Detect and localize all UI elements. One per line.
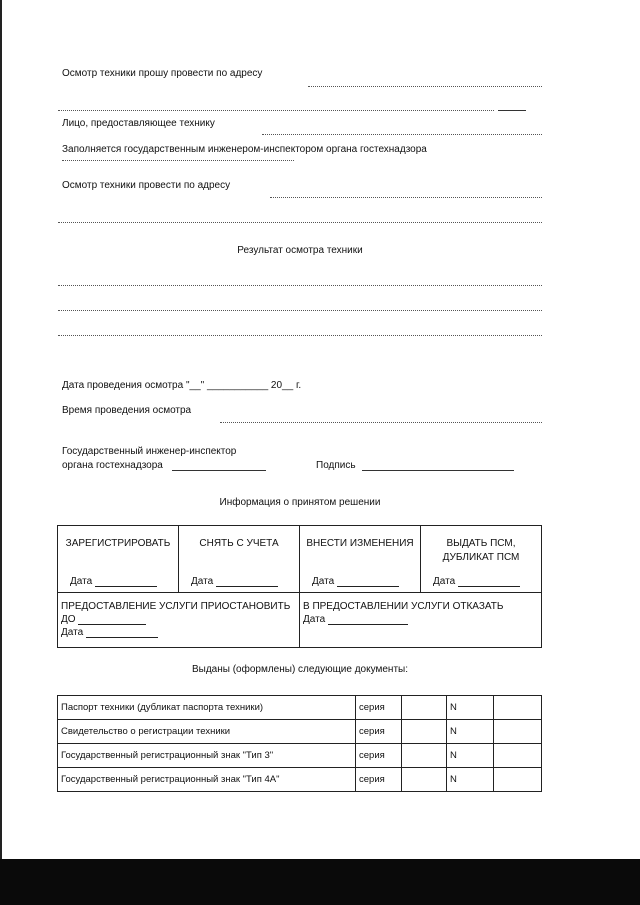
inspection-time-field[interactable]: [220, 422, 542, 423]
inspector-title-line2: органа гостехнадзора: [62, 460, 163, 471]
inspection-date-label: Дата проведения осмотра "__" ___________ 20__ г.: [62, 380, 302, 391]
conduct-address-field[interactable]: [270, 197, 542, 198]
decision-refuse-date-label: Дата: [303, 614, 326, 625]
documents-number-field[interactable]: [494, 744, 542, 768]
inspection-time-label: Время проведения осмотра: [62, 405, 192, 416]
documents-row: [58, 768, 542, 792]
inspector-name-field[interactable]: [172, 470, 266, 471]
documents-row: [58, 744, 542, 768]
decision-issue-psm-label: ВЫДАТЬ ПСМ,: [446, 538, 516, 549]
presenter-label: Лицо, предоставляющее технику: [62, 118, 215, 129]
documents-title: Выданы (оформлены) следующие документы:: [191, 664, 408, 675]
documents-series-field[interactable]: [402, 696, 447, 720]
decision-issue-psm-cell[interactable]: [421, 526, 542, 593]
documents-series-field[interactable]: [402, 768, 447, 792]
result-line-2[interactable]: [58, 310, 542, 311]
inspect-address-field-end: [498, 110, 526, 111]
decision-suspend-until-label: ДО: [61, 614, 76, 625]
decision-modify-date-field[interactable]: [337, 576, 399, 587]
page-left-border: [0, 0, 2, 905]
decision-modify-date-label: Дата: [312, 576, 335, 587]
result-line-1[interactable]: [58, 285, 542, 286]
documents-number-field[interactable]: [494, 768, 542, 792]
inspect-address-field[interactable]: [308, 86, 542, 87]
presenter-field[interactable]: [262, 134, 542, 135]
decision-suspend-date-field[interactable]: [86, 627, 158, 638]
decision-issue-psm-date-field[interactable]: [458, 576, 520, 587]
documents-row-name: Государственный регистрационный знак "Тип 3": [58, 744, 356, 768]
decision-modify-cell[interactable]: [300, 526, 421, 593]
signature-field[interactable]: [362, 470, 514, 471]
documents-number-label: N: [447, 720, 494, 744]
decision-suspend-date-label: Дата: [61, 627, 84, 638]
decision-register-label: ЗАРЕГИСТРИРОВАТЬ: [65, 538, 171, 549]
documents-number-field[interactable]: [494, 696, 542, 720]
inspector-title-line1: Государственный инженер-инспектор: [62, 446, 237, 457]
inspect-address-field-2[interactable]: [58, 110, 494, 111]
decision-register-date-label: Дата: [70, 576, 93, 587]
decision-register-cell[interactable]: [58, 526, 179, 593]
inspector-note-underline: [62, 160, 294, 161]
documents-series-field[interactable]: [402, 744, 447, 768]
decision-suspend-until-field[interactable]: [78, 614, 146, 625]
decision-register-date-field[interactable]: [95, 576, 157, 587]
decision-deregister-date-label: Дата: [191, 576, 214, 587]
documents-row-name: Государственный регистрационный знак "Тип 4А": [58, 768, 356, 792]
decision-modify-label: ВНЕСТИ ИЗМЕНЕНИЯ: [306, 538, 414, 549]
documents-number-label: N: [447, 744, 494, 768]
documents-series-label: серия: [356, 696, 402, 720]
decision-deregister-cell[interactable]: [179, 526, 300, 593]
decision-issue-psm-label-2: ДУБЛИКАТ ПСМ: [442, 552, 520, 563]
documents-series-label: серия: [356, 744, 402, 768]
signature-label: Подпись: [316, 460, 356, 471]
decision-refuse-date-field[interactable]: [328, 614, 408, 625]
decision-suspend-cell[interactable]: [58, 593, 300, 648]
decision-title: Информация о принятом решении: [219, 497, 381, 508]
decision-issue-psm-date-label: Дата: [433, 576, 456, 587]
decision-deregister-label: СНЯТЬ С УЧЕТА: [199, 538, 279, 549]
decision-deregister-date-field[interactable]: [216, 576, 278, 587]
documents-number-label: N: [447, 696, 494, 720]
documents-series-label: серия: [356, 720, 402, 744]
conduct-address-label: Осмотр техники провести по адресу: [62, 180, 231, 191]
documents-row: [58, 696, 542, 720]
documents-row: [58, 720, 542, 744]
conduct-address-field-2[interactable]: [58, 222, 542, 223]
decision-table: [57, 525, 542, 648]
inspect-address-label: Осмотр техники прошу провести по адресу: [62, 68, 263, 79]
result-line-3[interactable]: [58, 335, 542, 336]
inspector-note: Заполняется государственным инженером-инспектором органа гостехнадзора: [62, 144, 427, 155]
decision-refuse-label: В ПРЕДОСТАВЛЕНИИ УСЛУГИ ОТКАЗАТЬ: [303, 601, 504, 612]
decision-suspend-label: ПРЕДОСТАВЛЕНИЕ УСЛУГИ ПРИОСТАНОВИТЬ: [61, 601, 291, 612]
documents-number-field[interactable]: [494, 720, 542, 744]
documents-series-label: серия: [356, 768, 402, 792]
decision-refuse-cell[interactable]: [300, 593, 542, 648]
documents-number-label: N: [447, 768, 494, 792]
documents-table: [57, 695, 542, 792]
scan-bottom-edge: [0, 859, 640, 905]
documents-row-name: Свидетельство о регистрации техники: [58, 720, 356, 744]
result-title: Результат осмотра техники: [237, 245, 363, 256]
documents-row-name: Паспорт техники (дубликат паспорта техники): [58, 696, 356, 720]
documents-series-field[interactable]: [402, 720, 447, 744]
